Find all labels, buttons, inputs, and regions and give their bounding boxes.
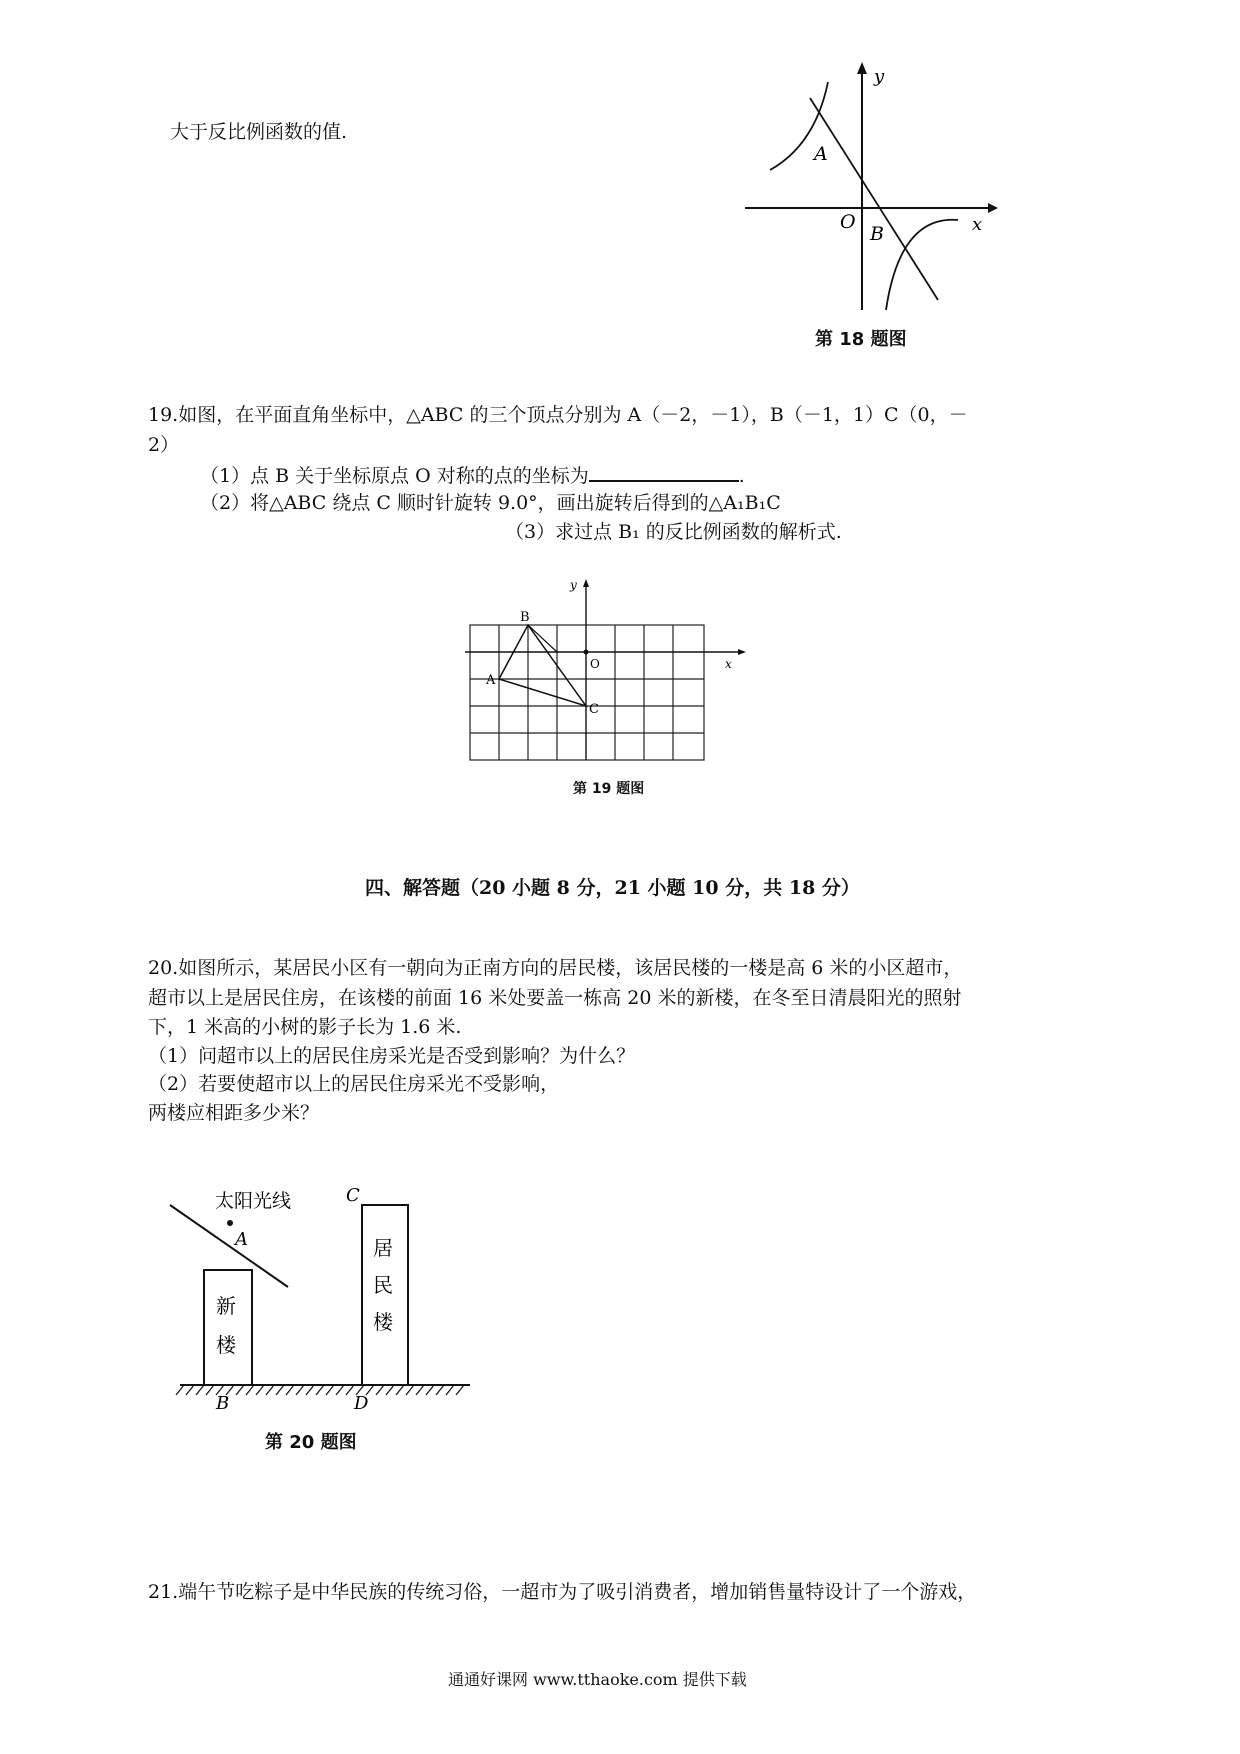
q19-x-arrow <box>738 649 746 655</box>
q19-answer-blank <box>589 462 739 482</box>
q19-triangle-abc <box>499 625 586 706</box>
q18-x-arrow <box>988 203 998 213</box>
q19-label-C: C <box>589 702 599 717</box>
footer-text: 通通好课网 www.tthaoke.com 提供下载 <box>448 1670 747 1689</box>
q19-label-A: A <box>486 673 496 688</box>
q20-label-D: D <box>354 1393 369 1414</box>
q18-hyperbola-lower-right <box>886 220 958 310</box>
q20-new-building-char1: 新 <box>216 1294 236 1318</box>
q21-line1: 21.端午节吃粽子是中华民族的传统习俗，一超市为了吸引消费者，增加销售量特设计了一个游戏， <box>148 1581 977 1603</box>
q18-label-x: x <box>972 214 983 235</box>
q20-line1: 20.如图所示，某居民小区有一朝向为正南方向的居民楼，该居民楼的一楼是高 6 米的小区超市， <box>148 957 963 979</box>
q19-part2: （2）将△ABC 绕点 C 顺时针旋转 9.0°，画出旋转后得到的△A₁B₁C <box>200 492 781 514</box>
section4-title: 四、解答题（20 小题 8 分，21 小题 10 分，共 18 分） <box>365 877 860 899</box>
q20-res-building-char3: 楼 <box>373 1310 393 1334</box>
q20-point-A <box>227 1220 233 1226</box>
q20-label-B: B <box>216 1393 230 1414</box>
q19-part1-end: . <box>738 465 745 487</box>
q19-label-x: x <box>725 657 732 671</box>
q19-stem-line1: 19.如图，在平面直角坐标中，△ABC 的三个顶点分别为 A（－2，－1），B（－1，1）C（0，－ <box>148 404 968 426</box>
q20-label-C: C <box>346 1185 360 1206</box>
q19-origin-dot <box>584 650 589 655</box>
q19-part3: （3）求过点 B₁ 的反比例函数的解析式. <box>505 521 842 543</box>
q19-grid <box>470 625 704 760</box>
q20-line3: 下，1 米高的小树的影子长为 1.6 米. <box>148 1016 462 1038</box>
q19-figure <box>460 575 760 755</box>
q20-res-building-char1: 居 <box>373 1236 393 1260</box>
q18-y-arrow <box>857 62 867 74</box>
q20-line2: 超市以上是居民住房，在该楼的前面 16 米处要盖一栋高 20 米的新楼，在冬至日清晨阳光的照射 <box>148 987 962 1009</box>
q18-label-B: B <box>870 223 884 245</box>
q20-sunlight-label: 太阳光线 <box>215 1190 292 1212</box>
q20-label-A: A <box>235 1229 248 1250</box>
q20-res-building-char2: 民 <box>373 1273 393 1297</box>
q18-continuation-text: 大于反比例函数的值. <box>170 121 348 143</box>
q19-label-y: y <box>570 578 577 592</box>
q20-part1: （1）问超市以上的居民住房采光是否受到影响？为什么？ <box>148 1045 636 1067</box>
q18-label-A: A <box>814 143 828 165</box>
q19-caption: 第 19 题图 <box>573 781 645 797</box>
q20-figure <box>160 1165 500 1455</box>
q19-label-O: O <box>590 657 600 671</box>
q18-label-O: O <box>840 211 856 233</box>
q20-part2: （2）若要使超市以上的居民住房采光不受影响， <box>148 1073 560 1095</box>
q19-part1-text: （1）点 B 关于坐标原点 O 对称的点的坐标为 <box>200 465 589 487</box>
q18-caption: 第 18 题图 <box>815 329 907 350</box>
q18-label-y: y <box>874 66 885 87</box>
q18-figure <box>740 60 1000 320</box>
q20-new-building <box>204 1270 252 1385</box>
q20-sun-ray <box>170 1205 288 1287</box>
q19-stem-line2: 2） <box>148 434 180 456</box>
q18-line <box>810 98 938 300</box>
q19-triangle-inner <box>528 625 557 652</box>
q20-new-building-char2: 楼 <box>216 1333 236 1357</box>
q19-part1 <box>200 462 745 488</box>
q19-y-arrow <box>583 579 589 587</box>
q20-part2b: 两楼应相距多少米？ <box>148 1102 320 1124</box>
q20-caption: 第 20 题图 <box>265 1432 357 1453</box>
q19-label-B: B <box>520 610 530 625</box>
